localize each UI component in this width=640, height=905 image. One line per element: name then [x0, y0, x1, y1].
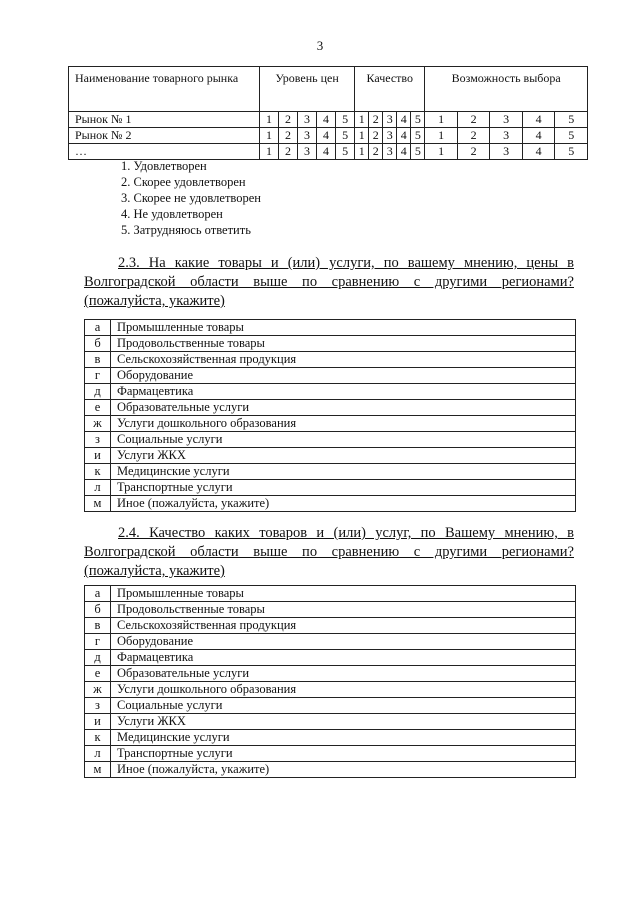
option-label: Промышленные товары	[111, 586, 576, 602]
list-item[interactable]	[85, 586, 576, 602]
question-2-4	[84, 524, 574, 581]
legend-item: 5. Затрудняюсь ответить	[121, 223, 251, 237]
score-option-cell[interactable]: 4	[397, 112, 411, 128]
market-name-cell: Рынок № 2	[69, 128, 260, 144]
score-option-cell[interactable]: 3	[298, 128, 317, 144]
legend-item: 3. Скорее не удовлетворен	[121, 191, 261, 205]
score-option-cell[interactable]: 5	[336, 128, 355, 144]
option-letter: д	[85, 384, 111, 400]
rating-table-header	[69, 67, 588, 112]
score-option-cell[interactable]: 5	[555, 112, 588, 128]
option-letter: м	[85, 496, 111, 512]
option-letter: е	[85, 400, 111, 416]
option-letter: и	[85, 714, 111, 730]
list-item[interactable]	[85, 432, 576, 448]
list-item[interactable]	[85, 368, 576, 384]
option-label: Услуги дошкольного образования	[111, 416, 576, 432]
option-letter: д	[85, 650, 111, 666]
option-label: Образовательные услуги	[111, 666, 576, 682]
list-item[interactable]	[85, 602, 576, 618]
option-label: Социальные услуги	[111, 432, 576, 448]
score-option-cell[interactable]: 3	[298, 112, 317, 128]
option-letter: м	[85, 762, 111, 778]
score-option-cell[interactable]: 1	[260, 144, 279, 160]
question-2-4-text: 2.4. Качество каких товаров и (или) услуг, по Вашему мнению, в Волгоградской области выше по сравнению с другими регионами? (пожалуйста, укажите)	[84, 525, 574, 579]
header-market-name: Наименование товарного рынка	[69, 67, 260, 112]
score-option-cell[interactable]: 1	[355, 128, 369, 144]
score-option-cell[interactable]: 3	[298, 144, 317, 160]
score-option-cell[interactable]: 4	[397, 128, 411, 144]
list-item[interactable]	[85, 714, 576, 730]
score-option-cell[interactable]: 1	[260, 112, 279, 128]
option-letter: в	[85, 618, 111, 634]
score-option-cell[interactable]: 1	[355, 144, 369, 160]
score-option-cell[interactable]: 2	[369, 128, 383, 144]
option-letter: л	[85, 746, 111, 762]
list-item[interactable]	[85, 384, 576, 400]
score-option-cell[interactable]: 2	[279, 128, 298, 144]
option-label: Фармацевтика	[111, 384, 576, 400]
rating-legend	[121, 158, 261, 238]
table-row	[69, 112, 588, 128]
option-label: Услуги ЖКХ	[111, 714, 576, 730]
score-option-cell[interactable]: 3	[490, 128, 523, 144]
option-letter: з	[85, 432, 111, 448]
option-label: Социальные услуги	[111, 698, 576, 714]
question-2-3	[84, 254, 574, 311]
score-option-cell[interactable]: 5	[336, 144, 355, 160]
score-option-cell[interactable]: 1	[425, 144, 458, 160]
option-label: Транспортные услуги	[111, 480, 576, 496]
score-option-cell[interactable]: 2	[457, 128, 490, 144]
score-option-cell[interactable]: 4	[397, 144, 411, 160]
option-letter: г	[85, 634, 111, 650]
score-option-cell[interactable]: 3	[490, 112, 523, 128]
list-item[interactable]	[85, 698, 576, 714]
score-option-cell[interactable]: 1	[260, 128, 279, 144]
score-option-cell[interactable]: 2	[279, 112, 298, 128]
list-item[interactable]	[85, 416, 576, 432]
list-item[interactable]	[85, 496, 576, 512]
option-letter: г	[85, 368, 111, 384]
list-item[interactable]	[85, 666, 576, 682]
option-letter: з	[85, 698, 111, 714]
list-item[interactable]	[85, 634, 576, 650]
market-rating-table	[68, 66, 588, 160]
score-option-cell[interactable]: 4	[317, 128, 336, 144]
header-choice: Возможность выбора	[425, 67, 588, 112]
list-item[interactable]	[85, 730, 576, 746]
option-letter: б	[85, 336, 111, 352]
score-option-cell[interactable]: 5	[555, 144, 588, 160]
list-item[interactable]	[85, 650, 576, 666]
score-option-cell[interactable]: 3	[383, 144, 397, 160]
list-item[interactable]	[85, 762, 576, 778]
option-label: Сельскохозяйственная продукция	[111, 618, 576, 634]
option-label: Медицинские услуги	[111, 730, 576, 746]
header-quality: Качество	[355, 67, 425, 112]
score-option-cell[interactable]: 2	[457, 144, 490, 160]
score-option-cell[interactable]: 2	[369, 112, 383, 128]
option-letter: а	[85, 320, 111, 336]
list-item[interactable]	[85, 352, 576, 368]
list-item[interactable]	[85, 464, 576, 480]
score-option-cell[interactable]: 4	[317, 112, 336, 128]
legend-item: 4. Не удовлетворен	[121, 207, 223, 221]
option-label: Медицинские услуги	[111, 464, 576, 480]
option-letter: л	[85, 480, 111, 496]
list-item[interactable]	[85, 746, 576, 762]
option-label: Иное (пожалуйста, укажите)	[111, 762, 576, 778]
option-label: Оборудование	[111, 634, 576, 650]
legend-item: 2. Скорее удовлетворен	[121, 175, 246, 189]
score-option-cell[interactable]: 2	[457, 112, 490, 128]
score-option-cell[interactable]: 1	[355, 112, 369, 128]
option-letter: а	[85, 586, 111, 602]
options-table-2-4	[84, 585, 576, 778]
list-item[interactable]	[85, 320, 576, 336]
option-label: Сельскохозяйственная продукция	[111, 352, 576, 368]
option-label: Оборудование	[111, 368, 576, 384]
score-option-cell[interactable]: 3	[383, 128, 397, 144]
option-label: Услуги ЖКХ	[111, 448, 576, 464]
score-option-cell[interactable]: 4	[522, 144, 555, 160]
option-letter: б	[85, 602, 111, 618]
market-name-cell: Рынок № 1	[69, 112, 260, 128]
table-row	[69, 128, 588, 144]
option-letter: в	[85, 352, 111, 368]
score-option-cell[interactable]: 2	[369, 144, 383, 160]
header-price-level: Уровень цен	[260, 67, 355, 112]
option-label: Промышленные товары	[111, 320, 576, 336]
option-letter: ж	[85, 416, 111, 432]
option-label: Продовольственные товары	[111, 336, 576, 352]
legend-item: 1. Удовлетворен	[121, 159, 207, 173]
option-label: Иное (пожалуйста, укажите)	[111, 496, 576, 512]
list-item[interactable]	[85, 400, 576, 416]
list-item[interactable]	[85, 448, 576, 464]
option-label: Образовательные услуги	[111, 400, 576, 416]
market-name-cell: …	[69, 144, 260, 160]
question-2-3-text: 2.3. На какие товары и (или) услуги, по вашему мнению, цены в Волгоградской области выше по сравнению с другими регионами? (пожалуйста, укажите)	[84, 255, 574, 309]
score-option-cell[interactable]: 4	[522, 112, 555, 128]
score-option-cell[interactable]: 2	[279, 144, 298, 160]
option-letter: е	[85, 666, 111, 682]
option-label: Транспортные услуги	[111, 746, 576, 762]
score-option-cell[interactable]: 5	[336, 112, 355, 128]
option-letter: к	[85, 730, 111, 746]
option-label: Услуги дошкольного образования	[111, 682, 576, 698]
option-label: Продовольственные товары	[111, 602, 576, 618]
score-option-cell[interactable]: 1	[425, 128, 458, 144]
list-item[interactable]	[85, 618, 576, 634]
list-item[interactable]	[85, 480, 576, 496]
option-letter: и	[85, 448, 111, 464]
list-item[interactable]	[85, 682, 576, 698]
option-label: Фармацевтика	[111, 650, 576, 666]
score-option-cell[interactable]: 5	[411, 144, 425, 160]
score-option-cell[interactable]: 1	[425, 112, 458, 128]
list-item[interactable]	[85, 336, 576, 352]
score-option-cell[interactable]: 4	[522, 128, 555, 144]
option-letter: к	[85, 464, 111, 480]
score-option-cell[interactable]: 4	[317, 144, 336, 160]
page-number: 3	[316, 38, 324, 53]
score-option-cell[interactable]: 3	[490, 144, 523, 160]
options-table-2-3	[84, 319, 576, 512]
score-option-cell[interactable]: 3	[383, 112, 397, 128]
score-option-cell[interactable]: 5	[555, 128, 588, 144]
score-option-cell[interactable]: 5	[411, 128, 425, 144]
score-option-cell[interactable]: 5	[411, 112, 425, 128]
option-letter: ж	[85, 682, 111, 698]
